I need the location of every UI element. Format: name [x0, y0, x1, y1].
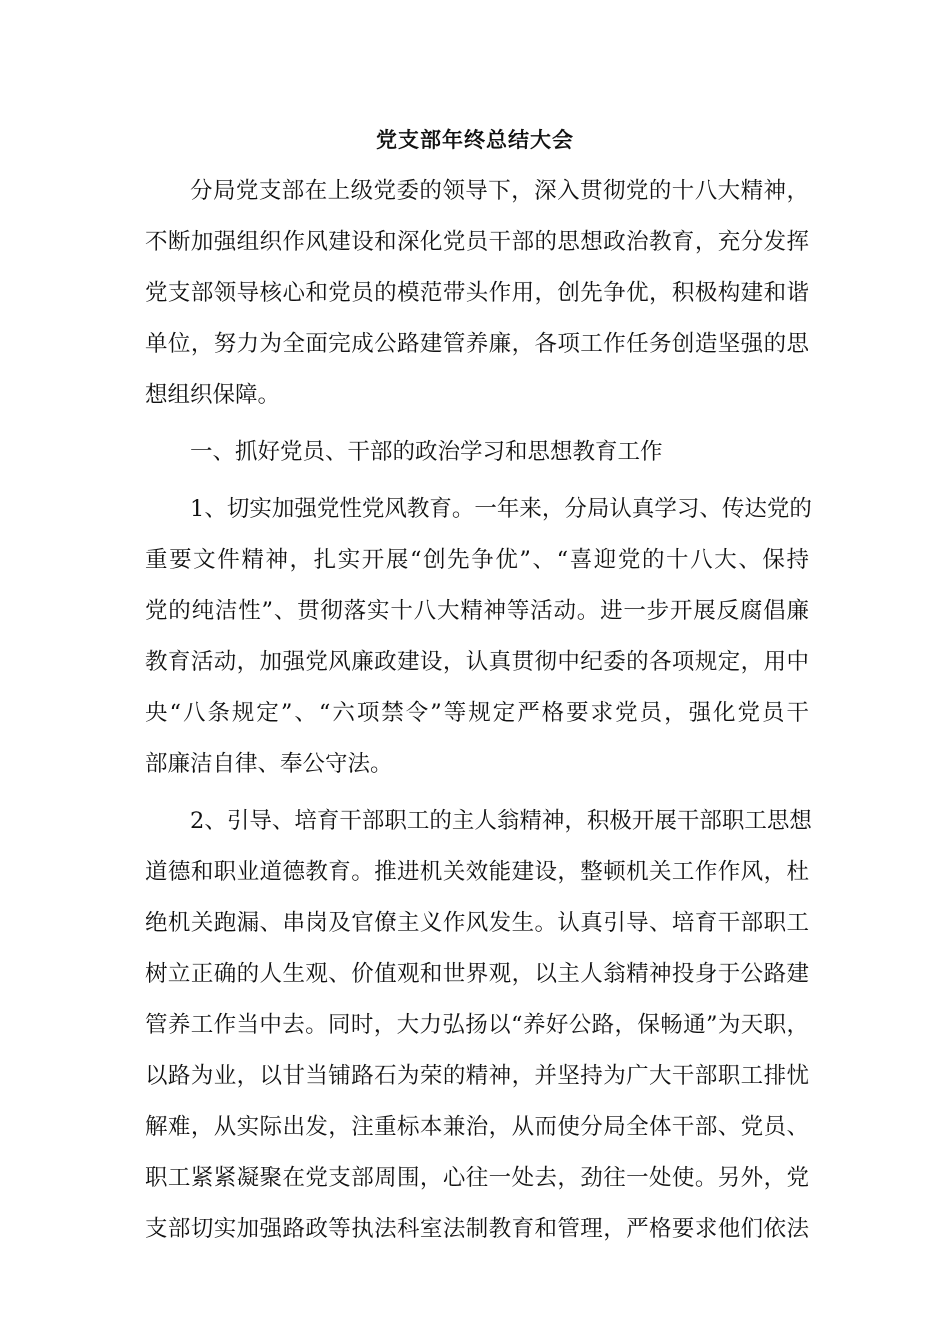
- paragraph-line: 分局党支部在上级党委的领导下，深入贯彻党的十八大精神，: [190, 178, 809, 204]
- paragraph-line: 党的纯洁性”、贯彻落实十八大精神等活动。进一步开展反腐倡廉: [145, 598, 809, 624]
- paragraph-line: 管养工作当中去。同时，大力弘扬以“养好公路，保畅通”为天职，: [145, 1012, 809, 1038]
- paragraph-line: 部廉洁自律、奉公守法。: [145, 751, 393, 777]
- paragraph-line: 单位，努力为全面完成公路建管养廉，各项工作任务创造坚强的思: [145, 331, 809, 357]
- paragraph-line: 央“八条规定”、“六项禁令”等规定严格要求党员，强化党员干: [145, 700, 809, 726]
- paragraph-line: 想组织保障。: [145, 382, 281, 408]
- document-body: [145, 169, 812, 1258]
- paragraph-line: 绝机关跑漏、串岗及官僚主义作风发生。认真引导、培育干部职工: [145, 910, 809, 936]
- paragraph-line: 教育活动，加强党风廉政建设，认真贯彻中纪委的各项规定，用中: [145, 649, 809, 675]
- section-heading: 一、抓好党员、干部的政治学习和思想教育工作: [190, 439, 663, 465]
- paragraph-line: 不断加强组织作风建设和深化党员干部的思想政治教育，充分发挥: [145, 229, 809, 255]
- paragraph-line: 重要文件精神，扎实开展“创先争优”、“喜迎党的十八大、保持: [145, 547, 809, 573]
- paragraph-line: 党支部领导核心和党员的模范带头作用，创先争优，积极构建和谐: [145, 280, 809, 306]
- paragraph-line: 解难，从实际出发，注重标本兼治，从而使分局全体干部、党员、: [145, 1114, 809, 1140]
- paragraph-line: 支部切实加强路政等执法科室法制教育和管理，严格要求他们依法: [145, 1216, 809, 1242]
- paragraph-line: 职工紧紧凝聚在党支部周围，心往一处去，劲往一处使。另外，党: [145, 1165, 809, 1191]
- paragraph-line: 以路为业，以甘当铺路石为荣的精神，并坚持为广大干部职工排忧: [145, 1063, 809, 1089]
- paragraph-line: 1、切实加强党性党风教育。一年来，分局认真学习、传达党的: [190, 496, 812, 522]
- paragraph-line: 2、引导、培育干部职工的主人翁精神，积极开展干部职工思想: [190, 808, 812, 834]
- paragraph-line: 树立正确的人生观、价值观和世界观，以主人翁精神投身于公路建: [145, 961, 809, 987]
- paragraph-line: 道德和职业道德教育。推进机关效能建设，整顿机关工作作风，杜: [145, 859, 809, 885]
- document-title: 党支部年终总结大会: [376, 127, 574, 152]
